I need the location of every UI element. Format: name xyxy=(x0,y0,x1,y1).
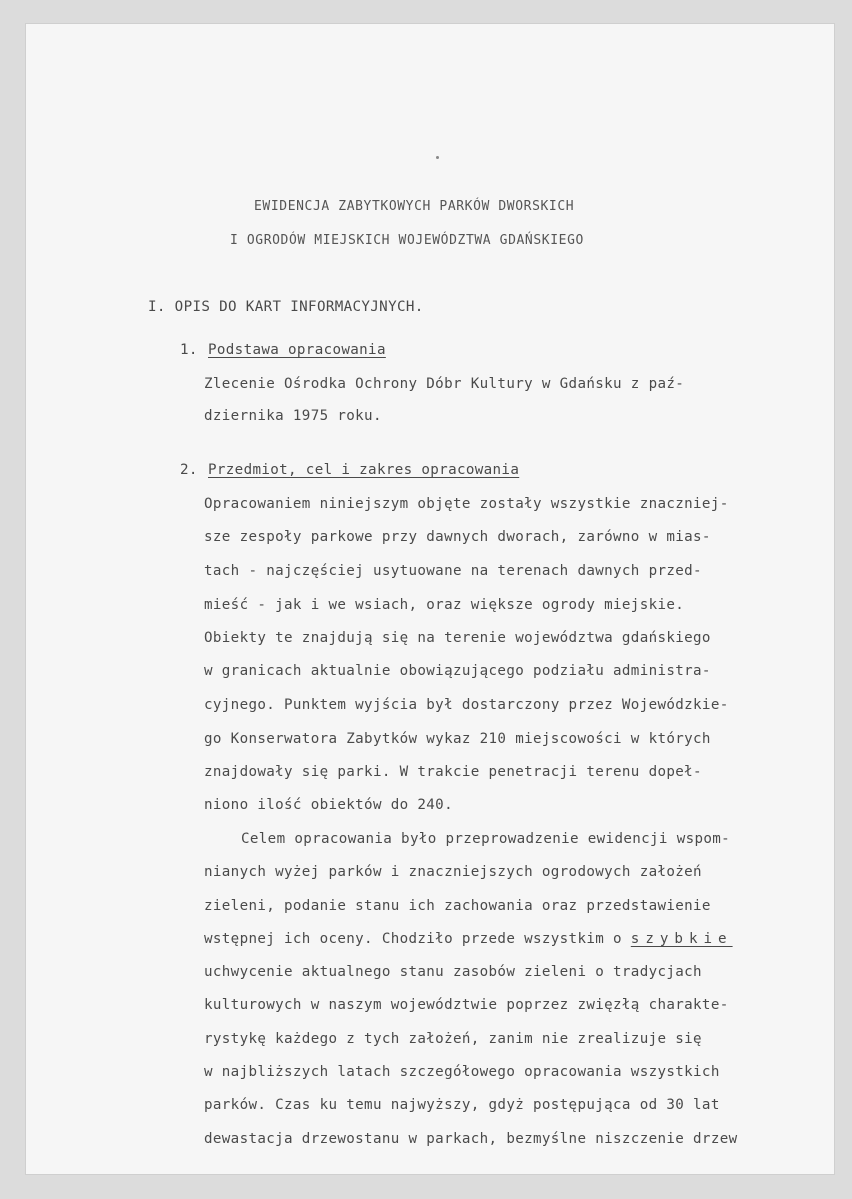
dust-speck xyxy=(436,156,439,159)
item-2-text-line: sze zespoły parkowe przy dawnych dworach, zarówno w mias- xyxy=(204,529,711,545)
item-1-number: 1. xyxy=(180,342,198,358)
item-1-text-line: Zlecenie Ośrodka Ochrony Dóbr Kultury w Gdańsku z paź- xyxy=(204,376,685,392)
item-2-text-line: Opracowaniem niniejszym objęte zostały wszystkie znaczniej- xyxy=(204,496,729,512)
emphasized-word: szybkie xyxy=(630,931,733,947)
item-2-number: 2. xyxy=(180,462,198,478)
paragraph-line: dewastacja drzewostanu w parkach, bezmyślne niszczenie drzew xyxy=(204,1131,738,1147)
item-1-heading: Podstawa opracowania xyxy=(208,342,386,358)
item-2-text-line: w granicach aktualnie obowiązującego podziału administra- xyxy=(204,663,711,679)
paragraph-line: nianych wyżej parków i znaczniejszych ogrodowych założeń xyxy=(204,864,702,880)
paragraph-line: Celem opracowania było przeprowadzenie ewidencji wspom- xyxy=(241,831,731,847)
document-title-line-2: I OGRODÓW MIEJSKICH WOJEWÓDZTWA GDAŃSKIEGO xyxy=(230,233,584,248)
item-1-text-line: dziernika 1975 roku. xyxy=(204,408,382,424)
paragraph-line: w najbliższych latach szczegółowego opracowania wszystkich xyxy=(204,1064,720,1080)
section-heading: I. OPIS DO KART INFORMACYJNYCH. xyxy=(148,299,424,315)
document-title-line-1: EWIDENCJA ZABYTKOWYCH PARKÓW DWORSKICH xyxy=(254,199,575,214)
paragraph-line: parków. Czas ku temu najwyższy, gdyż postępująca od 30 lat xyxy=(204,1097,720,1113)
item-2-heading: Przedmiot, cel i zakres opracowania xyxy=(208,462,520,478)
item-2-text-line: cyjnego. Punktem wyjścia był dostarczony przez Wojewódzkie- xyxy=(204,697,729,713)
item-2-text-line: niono ilość obiektów do 240. xyxy=(204,797,453,813)
item-2-text-line: Obiekty te znajdują się na terenie województwa gdańskiego xyxy=(204,630,711,646)
paragraph-line-emphasis xyxy=(204,930,733,948)
paragraph-text: wstępnej ich oceny. Chodziło przede wszystkim o xyxy=(204,931,631,947)
item-2-text-line: go Konserwatora Zabytków wykaz 210 miejscowości w których xyxy=(204,731,711,747)
item-2-text-line: znajdowały się parki. W trakcie penetracji terenu dopeł- xyxy=(204,764,702,780)
item-2-text-line: tach - najczęściej usytuowane na terenach dawnych przed- xyxy=(204,563,702,579)
paragraph-line: uchwycenie aktualnego stanu zasobów zieleni o tradycjach xyxy=(204,964,702,980)
paragraph-line: rystykę każdego z tych założeń, zanim nie zrealizuje się xyxy=(204,1031,702,1047)
paragraph-line: zieleni, podanie stanu ich zachowania oraz przedstawienie xyxy=(204,898,711,914)
paragraph-line: kulturowych w naszym województwie poprzez zwięzłą charakte- xyxy=(204,997,729,1013)
item-2-text-line: mieść - jak i we wsiach, oraz większe ogrody miejskie. xyxy=(204,597,685,613)
